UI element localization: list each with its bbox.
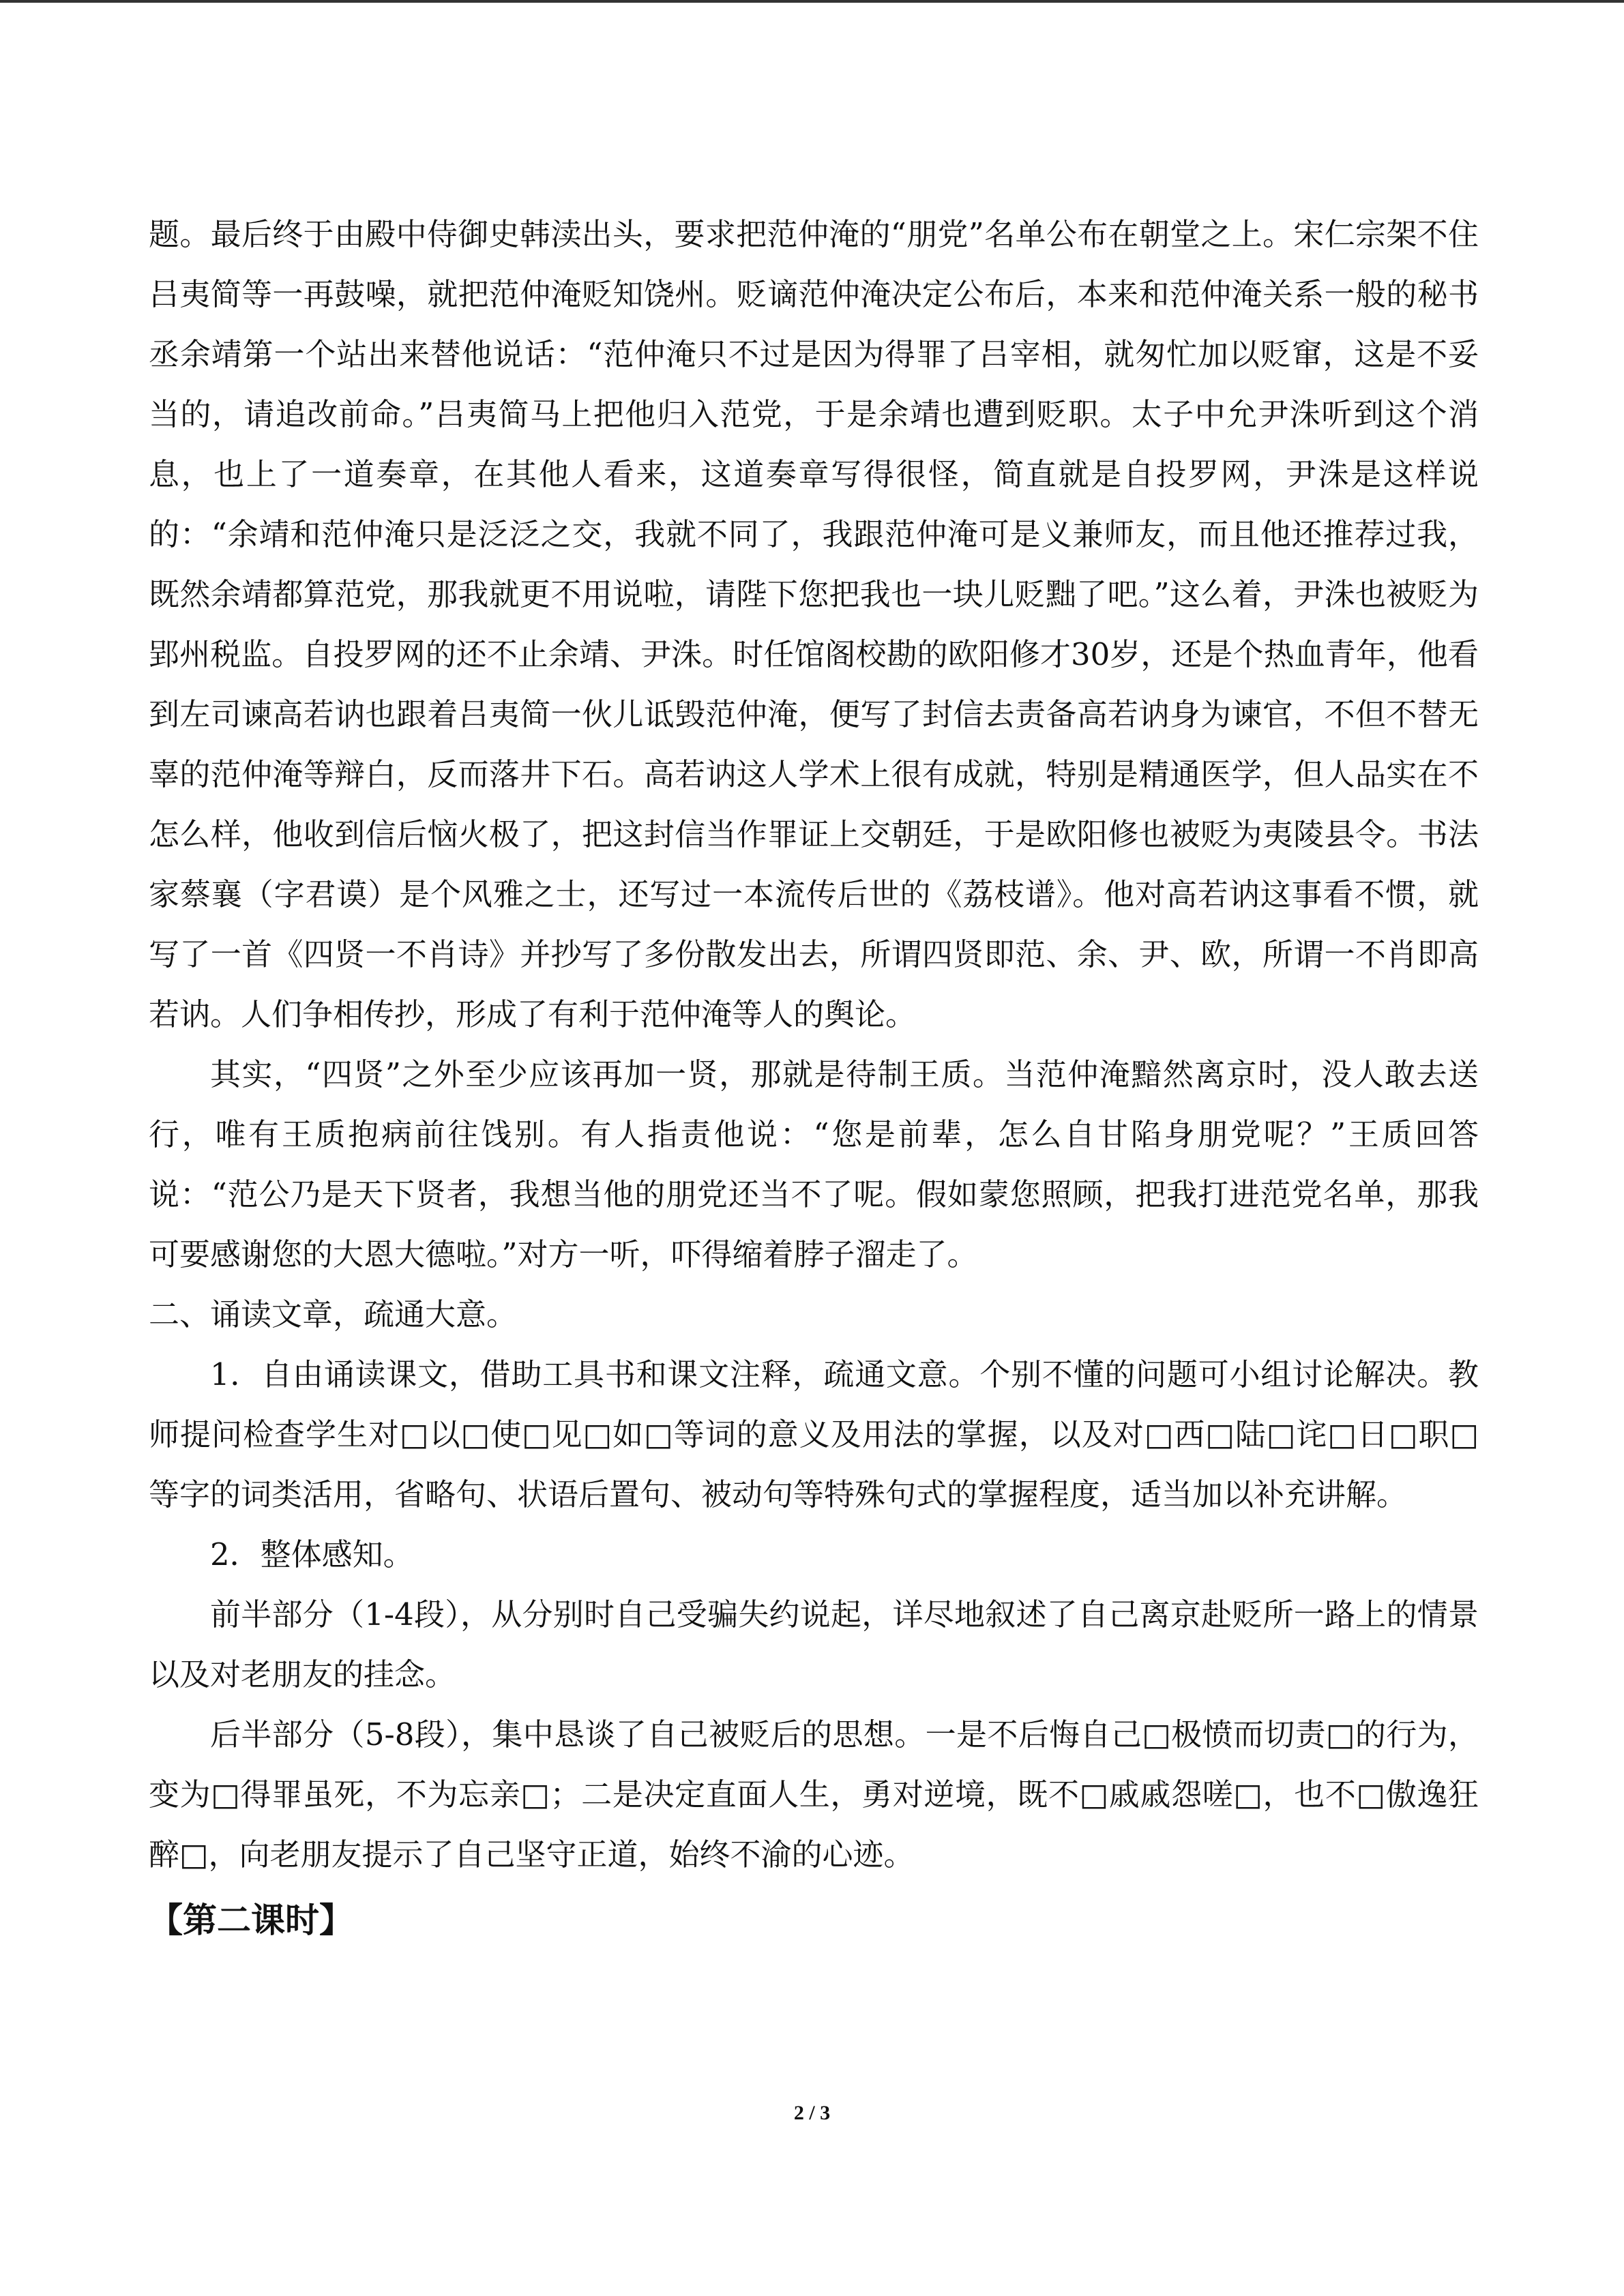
paragraph-officials-banished: 题。最后终于由殿中侍御史韩渎出头，要求把范仲淹的“朋党”名单公布在朝堂之上。宋仁宗架不住吕夷简等一再鼓噪，就把范仲淹贬知饶州。贬谪范仲淹决定公布后，本来和范仲淹关系一般的秘书丞余靖第一个站出来替他说话：“范仲淹只不过是因为得罪了吕宰相，就匆忙加以贬窜，这是不妥当的，请追改前命。”吕夷简马上把他归入范党，于是余靖也遭到贬职。太子中允尹洙听到这个消息，也上了一道奏章，在其他人看来，这道奏章写得很怪，简直就是自投罗网，尹洙是这样说的：“余靖和范仲淹只是泛泛之交，我就不同了，我跟范仲淹可是义兼师友，而且他还推荐过我，既然余靖都算范党，那我就更不用说啦，请陛下您把我也一块儿贬黜了吧。”这么着，尹洙也被贬为郢州税监。自投罗网的还不止余靖、尹洙。时任馆阁校勘的欧阳修才30岁，还是个热血青年，他看到左司谏高若讷也跟着吕夷简一伙儿诋毁范仲淹，便写了封信去责备高若讷身为谏官，不但不替无辜的范仲淹等辩白，反而落井下石。高若讷这人学术上很有成就，特别是精通医学，但人品实在不怎么样，他收到信后恼火极了，把这封信当作罪证上交朝廷，于是欧阳修也被贬为夷陵县令。书法家蔡襄（字君谟）是个风雅之士，还写过一本流传后世的《荔枝谱》。他对高若讷这事看不惯，就写了一首《四贤一不肖诗》并抄写了多份散发出去，所谓四贤即范、余、尹、欧，所谓一不肖即高若讷。人们争相传抄，形成了有利于范仲淹等人的舆论。 xyxy=(149,216,1479,1032)
section-heading-recite: 二、诵读文章，疏通大意。 xyxy=(149,1296,518,1332)
top-border-line xyxy=(0,0,1624,3)
paragraph-wang-zhi: 其实，“四贤”之外至少应该再加一贤，那就是待制王质。当范仲淹黯然离京时，没人敢去送行，唯有王质抱病前往饯别。有人指责他说：“您是前辈，怎么自甘陷身朋党呢？”王质回答说：“范公乃是天下贤者，我想当他的朋党还当不了呢。假如蒙您照顾，把我打进范党名单，那我可要感谢您的大恩大德啦。”对方一听，吓得缩着脖子溜走了。 xyxy=(149,1056,1479,1272)
body-text xyxy=(149,205,1479,1950)
paragraph-step-1: 1．自由诵读课文，借助工具书和课文注释，疏通文意。个别不懂的问题可小组讨论解决。教师提问检查学生对□以□使□见□如□等词的意义及用法的掌握，以及对□西□陆□诧□日□职□等字的词类活用，省略句、状语后置句、被动句等特殊句式的掌握程度，适当加以补充讲解。 xyxy=(149,1356,1479,1512)
paragraph-step-2: 2．整体感知。 xyxy=(210,1536,414,1572)
page-number: 2 / 3 xyxy=(793,2102,831,2124)
paragraph-first-half: 前半部分（1-4段），从分别时自己受骗失约说起，详尽地叙述了自己离京赴贬所一路上的情景以及对老朋友的挂念。 xyxy=(149,1596,1479,1693)
paragraph-second-half: 后半部分（5-8段），集中恳谈了自己被贬后的思想。一是不后悔自己□极愤而切责□的行为，变为□得罪虽死，不为忘亲□；二是决定直面人生，勇对逆境，既不□戚戚怨嗟□，也不□傲逸狂醉□，向老朋友提示了自己坚守正道，始终不渝的心迹。 xyxy=(149,1716,1479,1873)
lesson-heading: 【第二课时】 xyxy=(149,1900,353,1940)
